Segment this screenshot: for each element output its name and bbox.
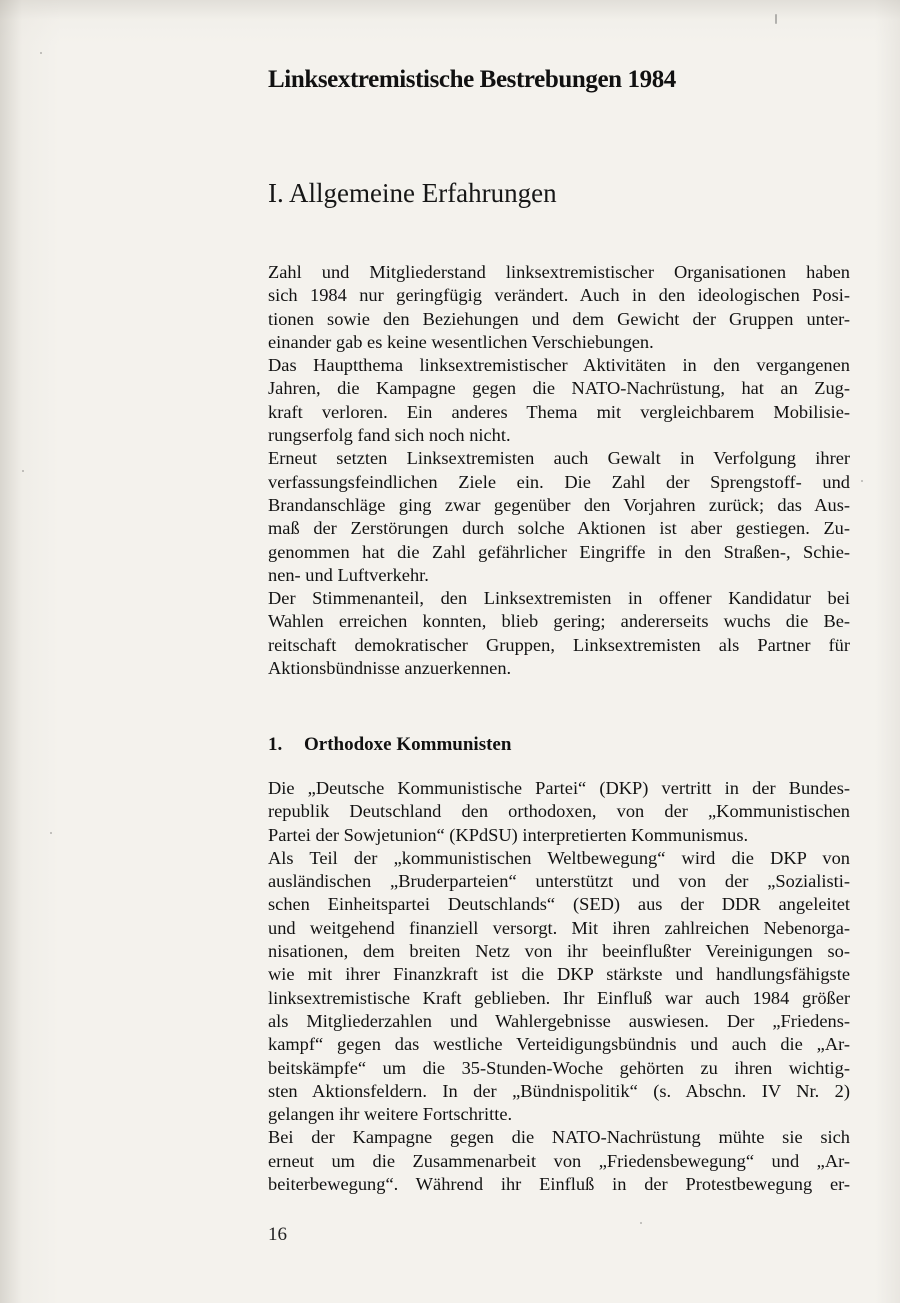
paragraph-line: maß der Zerstörungen durch solche Aktionen ist aber gestiegen. Zu- xyxy=(268,518,850,539)
paragraph-line: genommen hat die Zahl gefährlicher Eingriffe in den Straßen-, Schie- xyxy=(268,541,850,562)
subsection-heading xyxy=(268,734,511,756)
paragraph-line: nen- und Luftverkehr. xyxy=(268,564,429,585)
paragraph-line: beitskämpfe“ um die 35-Stunden-Woche gehörten zu ihren wichtig- xyxy=(268,1057,850,1078)
page-number: 16 xyxy=(268,1224,287,1245)
section-intro-paragraphs xyxy=(268,261,850,680)
scan-speck xyxy=(640,1222,642,1224)
subsection-title: Orthodoxe Kommunisten xyxy=(304,734,512,755)
paragraph-line: wie mit ihrer Finanzkraft ist die DKP stärkste und handlungsfähigste xyxy=(268,964,850,985)
paragraph-line: republik Deutschland den orthodoxen, von der „Kommunistischen xyxy=(268,801,850,822)
scan-speck xyxy=(40,52,42,54)
paragraph-line: Bei der Kampagne gegen die NATO-Nachrüstung mühte sie sich xyxy=(268,1127,850,1148)
section-dkp-paragraphs xyxy=(268,777,850,1196)
paragraph-line: einander gab es keine wesentlichen Verschiebungen. xyxy=(268,331,654,352)
paragraph-line: kampf“ gegen das westliche Verteidigungsbündnis und auch die „Ar- xyxy=(268,1034,850,1055)
paragraph-line: Das Hauptthema linksextremistischer Aktivitäten in den vergangenen xyxy=(268,355,850,376)
paragraph-line: linksextremistische Kraft geblieben. Ihr Einfluß war auch 1984 größer xyxy=(268,987,850,1008)
scan-speck xyxy=(861,480,863,482)
paragraph-line: sich 1984 nur geringfügig verändert. Auch in den ideologischen Posi- xyxy=(268,285,850,306)
paragraph-line: tionen sowie den Beziehungen und dem Gewicht der Gruppen unter- xyxy=(268,308,850,329)
paragraph-line: reitschaft demokratischer Gruppen, Linksextremisten als Partner für xyxy=(268,634,850,655)
scan-speck xyxy=(50,832,52,834)
scan-speck xyxy=(22,470,24,472)
paragraph-line: Jahren, die Kampagne gegen die NATO-Nachrüstung, hat an Zug- xyxy=(268,378,850,399)
paragraph-line: und weitgehend finanziell versorgt. Mit ihren zahlreichen Nebenorga- xyxy=(268,917,850,938)
paragraph-line: verfassungsfeindlichen Ziele ein. Die Zahl der Sprengstoff- und xyxy=(268,471,850,492)
paragraph-line: Partei der Sowjetunion“ (KPdSU) interpretierten Kommunismus. xyxy=(268,824,749,845)
paragraph-line: Die „Deutsche Kommunistische Partei“ (DKP) vertritt in der Bundes- xyxy=(268,778,850,798)
paragraph-line: nisationen, dem breiten Netz von ihr beeinflußter Vereinigungen so- xyxy=(268,941,850,962)
paragraph-line: Erneut setzten Linksextremisten auch Gewalt in Verfolgung ihrer xyxy=(268,448,850,469)
paragraph-line: Aktionsbündnisse anzuerkennen. xyxy=(268,658,512,679)
section-heading: I. Allgemeine Erfahrungen xyxy=(268,178,557,208)
paragraph-line: erneut um die Zusammenarbeit von „Friedensbewegung“ und „Ar- xyxy=(268,1150,850,1171)
paragraph-line: ausländischen „Bruderparteien“ unterstützt und von der „Sozialisti- xyxy=(268,871,850,892)
scan-speck xyxy=(775,14,777,24)
paragraph-line: Wahlen erreichen konnten, blieb gering; andererseits wuchs die Be- xyxy=(268,611,850,632)
paragraph-line: sten Aktionsfeldern. In der „Bündnispolitik“ (s. Abschn. IV Nr. 2) xyxy=(268,1080,850,1101)
paragraph-line: rungserfolg fand sich noch nicht. xyxy=(268,425,511,446)
document-title: Linksextremistische Bestrebungen 1984 xyxy=(268,66,676,93)
paragraph-line: als Mitgliederzahlen und Wahlergebnisse auswiesen. Der „Friedens- xyxy=(268,1010,850,1031)
paragraph-line: Brandanschläge ging zwar gegenüber den Vorjahren zurück; das Aus- xyxy=(268,494,850,515)
paragraph-line: Zahl und Mitgliederstand linksextremistischer Organisationen haben xyxy=(268,262,850,282)
paragraph-line: Als Teil der „kommunistischen Weltbewegung“ wird die DKP von xyxy=(268,847,850,868)
paragraph-line: Der Stimmenanteil, den Linksextremisten in offener Kandidatur bei xyxy=(268,588,850,609)
paragraph-line: beiterbewegung“. Während ihr Einfluß in der Protestbewegung er- xyxy=(268,1174,850,1195)
paragraph-line: schen Einheitspartei Deutschlands“ (SED) aus der DDR angeleitet xyxy=(268,894,850,915)
paragraph-line: gelangen ihr weitere Fortschritte. xyxy=(268,1104,513,1125)
subsection-number: 1. xyxy=(268,734,283,755)
paragraph-line: kraft verloren. Ein anderes Thema mit vergleichbarem Mobilisie- xyxy=(268,401,850,422)
